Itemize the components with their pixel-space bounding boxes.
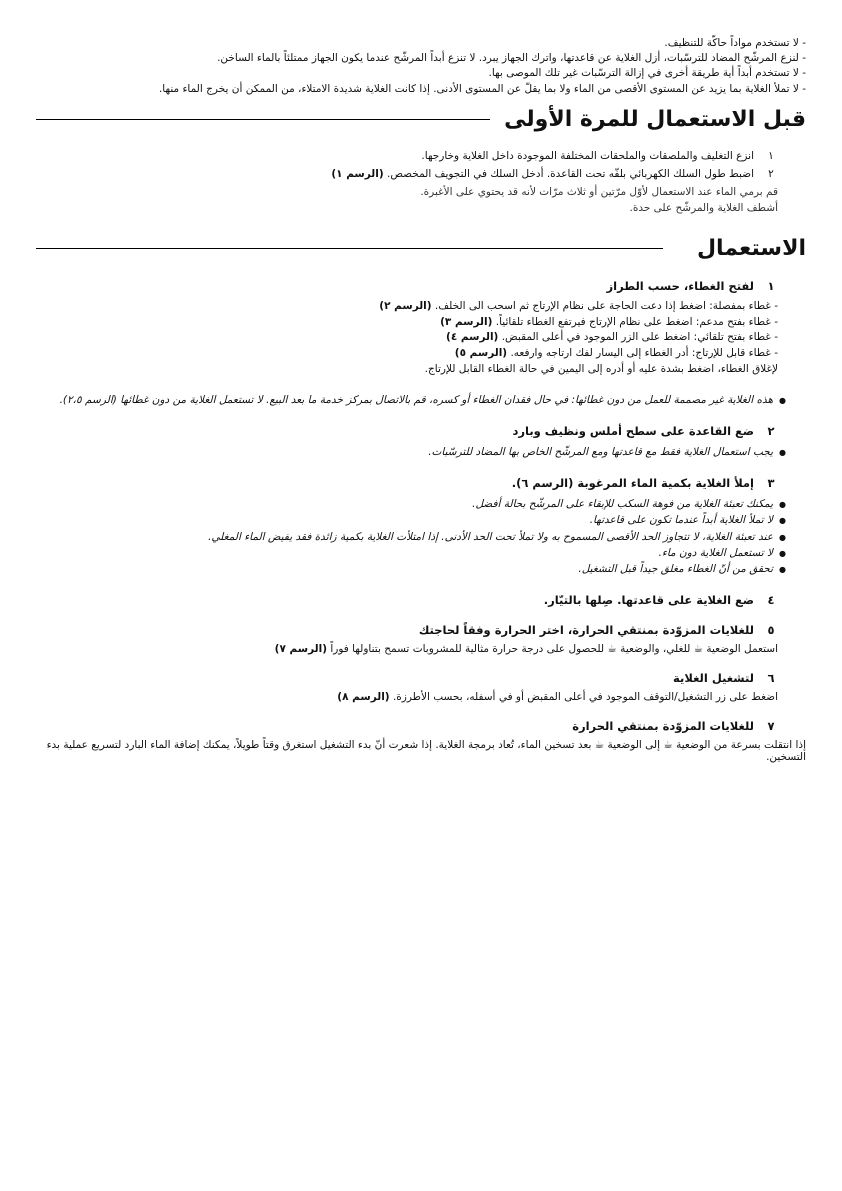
caution-list bbox=[36, 444, 786, 460]
section-header-usage bbox=[36, 236, 806, 261]
step-text: استعمل الوضعية ☕ للغلي، والوضعية ☕ للحصول على درجة حرارة مثالية للمشروبات تسمح بتناولها فوراً (الرسم ٧) bbox=[274, 643, 778, 656]
step-heading bbox=[36, 593, 778, 607]
step-title: إملأ الغلاية بكمية الماء المرغوبة (الرسم ٦). bbox=[511, 476, 754, 491]
section-rule bbox=[36, 248, 663, 249]
section-title: قبل الاستعمال للمرة الأولى bbox=[504, 106, 806, 132]
warning-item: - لا تستخدم مواداً حاكّة للتنظيف. bbox=[664, 37, 806, 49]
step-text: إذا انتقلت بسرعة من الوضعية ☕ إلى الوضعية ☕ بعد تسخين الماء، تُعاد برمجة الغلاية. إذا شعرت أنّ بدء التشغيل استغرق وقتاً طويلاً، يمكنك إضافة الماء البارد لتسريع عملية بدء التسخين. bbox=[46, 739, 806, 764]
step-row bbox=[36, 168, 778, 180]
list-item: لإغلاق الغطاء، اضغط بشدة عليه أو أدره إلى اليمين في حالة الغطاء القابل للإرتاج. bbox=[424, 362, 778, 375]
section-header-first-use bbox=[36, 107, 806, 132]
step-text: اضبط طول السلك الكهربائي بلفّه تحت القاعدة. أدخل السلك في التجويف المخصص. (الرسم ١) bbox=[331, 167, 754, 180]
step-title: لتشغيل الغلاية bbox=[673, 671, 754, 686]
lid-types-list bbox=[36, 299, 778, 378]
warning-item: - لا تستخدم أبداً أية طريقة أخرى في إزالة الترسّبات غير تلك الموصى بها. bbox=[488, 67, 806, 80]
figure-ref: (الرسم ٣) bbox=[440, 315, 493, 328]
bullet-item: ● هذه الغلاية غير مصممة للعمل من دون غطائها: في حال فقدان الغطاء أو كسره، قم بالاتصال بمركز خدمة ما بعد البيع. لا تستعمل الغلاية من دون غطائها (الرسم ٢،٥). bbox=[36, 392, 786, 408]
step-title: ضع الغلاية على قاعدتها. صِلها بالتيّار. bbox=[543, 593, 754, 608]
figure-ref: (الرسم ٨) bbox=[337, 691, 390, 704]
figure-ref: (الرسم ٢) bbox=[379, 299, 432, 312]
section-title: الاستعمال bbox=[696, 235, 806, 261]
bullet-item: ● تحقق من أنّ الغطاء مغلق جيداً قبل التشغيل. bbox=[36, 561, 786, 577]
step-number: ٢ bbox=[768, 167, 774, 180]
step-heading bbox=[36, 719, 778, 733]
step-title: للغلايات المزوّدة بمنتقي الحرارة bbox=[572, 719, 754, 734]
list-item: - غطاء بفتح مدعم: اضغط على نظام الإرتاج فيرتفع الغطاء تلقائياً. (الرسم ٣) bbox=[440, 315, 778, 328]
list-item: - غطاء بفتح تلقائي: اضغط على الزر الموجود في أعلى المقبض. (الرسم ٤) bbox=[446, 331, 778, 344]
bullet-item: ● عند تعبئة الغلاية، لا تتجاوز الحد الأقصى المسموح به ولا تملأ تحت الحد الأدنى. إذا امتلأت الغلاية بكمية زائدة فقد يفيض الماء المغلي. bbox=[36, 529, 786, 545]
figure-ref: (الرسم ٥) bbox=[454, 347, 508, 360]
step-number: ١ bbox=[768, 149, 774, 162]
step-heading bbox=[36, 671, 778, 685]
step-row bbox=[36, 150, 778, 162]
step-heading bbox=[36, 623, 778, 637]
figure-ref: (الرسم ١) bbox=[331, 167, 384, 180]
caution-list bbox=[36, 392, 786, 408]
list-item: - غطاء قابل للإرتاج: أدر الغطاء إلى اليسار لفك ارتاجه وارفعه. (الرسم ٥) bbox=[454, 347, 778, 360]
figure-ref: (الرسم ٧) bbox=[274, 643, 327, 656]
step-number: ٣ bbox=[767, 476, 775, 491]
step-heading bbox=[36, 279, 778, 293]
step-number: ٦ bbox=[767, 671, 775, 686]
step-number: ١ bbox=[767, 278, 775, 293]
figure-ref: (الرسم ٤) bbox=[446, 331, 499, 344]
step-heading bbox=[36, 424, 778, 438]
note-text: أشطف الغلاية والمرشّح على حدة. bbox=[629, 201, 778, 214]
step-title: للغلايات المزوّدة بمنتقي الحرارة، اختر الحرارة وفقاً لحاجتك bbox=[418, 623, 754, 638]
section-rule bbox=[36, 119, 490, 120]
bullet-item: ● يمكنك تعبئة الغلاية من فوهة السكب للإبقاء على المرشّح بحالة أفضل. bbox=[36, 496, 786, 512]
bullet-item: ● لا تملأ الغلاية أبداً عندما تكون على قاعدتها. bbox=[36, 512, 786, 528]
caution-list bbox=[36, 496, 786, 577]
note-text: قم برمي الماء عند الاستعمال لأوّل مرّتين أو ثلاث مرّات لأنه قد يحتوي على الأغبرة. bbox=[420, 185, 778, 198]
list-item: - غطاء بمفصلة: اضغط إذا دعت الحاجة على نظام الإرتاج ثم اسحب الى الخلف. (الرسم ٢) bbox=[379, 299, 778, 312]
bullet-item: ● يجب استعمال الغلاية فقط مع قاعدتها ومع المرشّح الخاص بها المضاد للترسّبات. bbox=[36, 444, 786, 460]
step-number: ٧ bbox=[767, 719, 775, 734]
step-number: ٥ bbox=[767, 623, 775, 638]
step-heading bbox=[36, 476, 778, 490]
warnings-list bbox=[46, 36, 806, 97]
bullet-item: ● لا تستعمل الغلاية دون ماء. bbox=[36, 545, 786, 561]
step-number: ٢ bbox=[767, 423, 775, 438]
step-text: اضغط على زر التشغيل/التوقف الموجود في أعلى المقبض أو في أسفله، بحسب الأطرزة. (الرسم ٨) bbox=[337, 691, 778, 704]
step-text: انزع التغليف والملصقات والملحقات المختلفة الموجودة داخل الغلاية وخارجها. bbox=[421, 149, 754, 162]
step-number: ٤ bbox=[767, 593, 775, 608]
warning-item: - لنزع المرشّح المضاد للترسّبات، أزل الغلاية عن قاعدتها، واترك الجهاز يبرد. لا تنزع أبداً المرشّح عندما يكون الجهاز ممتلئاً بالماء الساخن. bbox=[217, 52, 806, 65]
warning-item: - لا تملأ الغلاية بما يزيد عن المستوى الأقصى من الماء ولا بما يقلّ عن المستوى الأدنى. إذا كانت الغلاية شديدة الامتلاء، من الممكن أن يخرج الماء منها. bbox=[158, 82, 806, 95]
step-title: ضع القاعدة على سطح أملس ونظيف وبارد bbox=[512, 423, 754, 438]
step-title: لفتح الغطاء، حسب الطراز bbox=[606, 278, 754, 293]
